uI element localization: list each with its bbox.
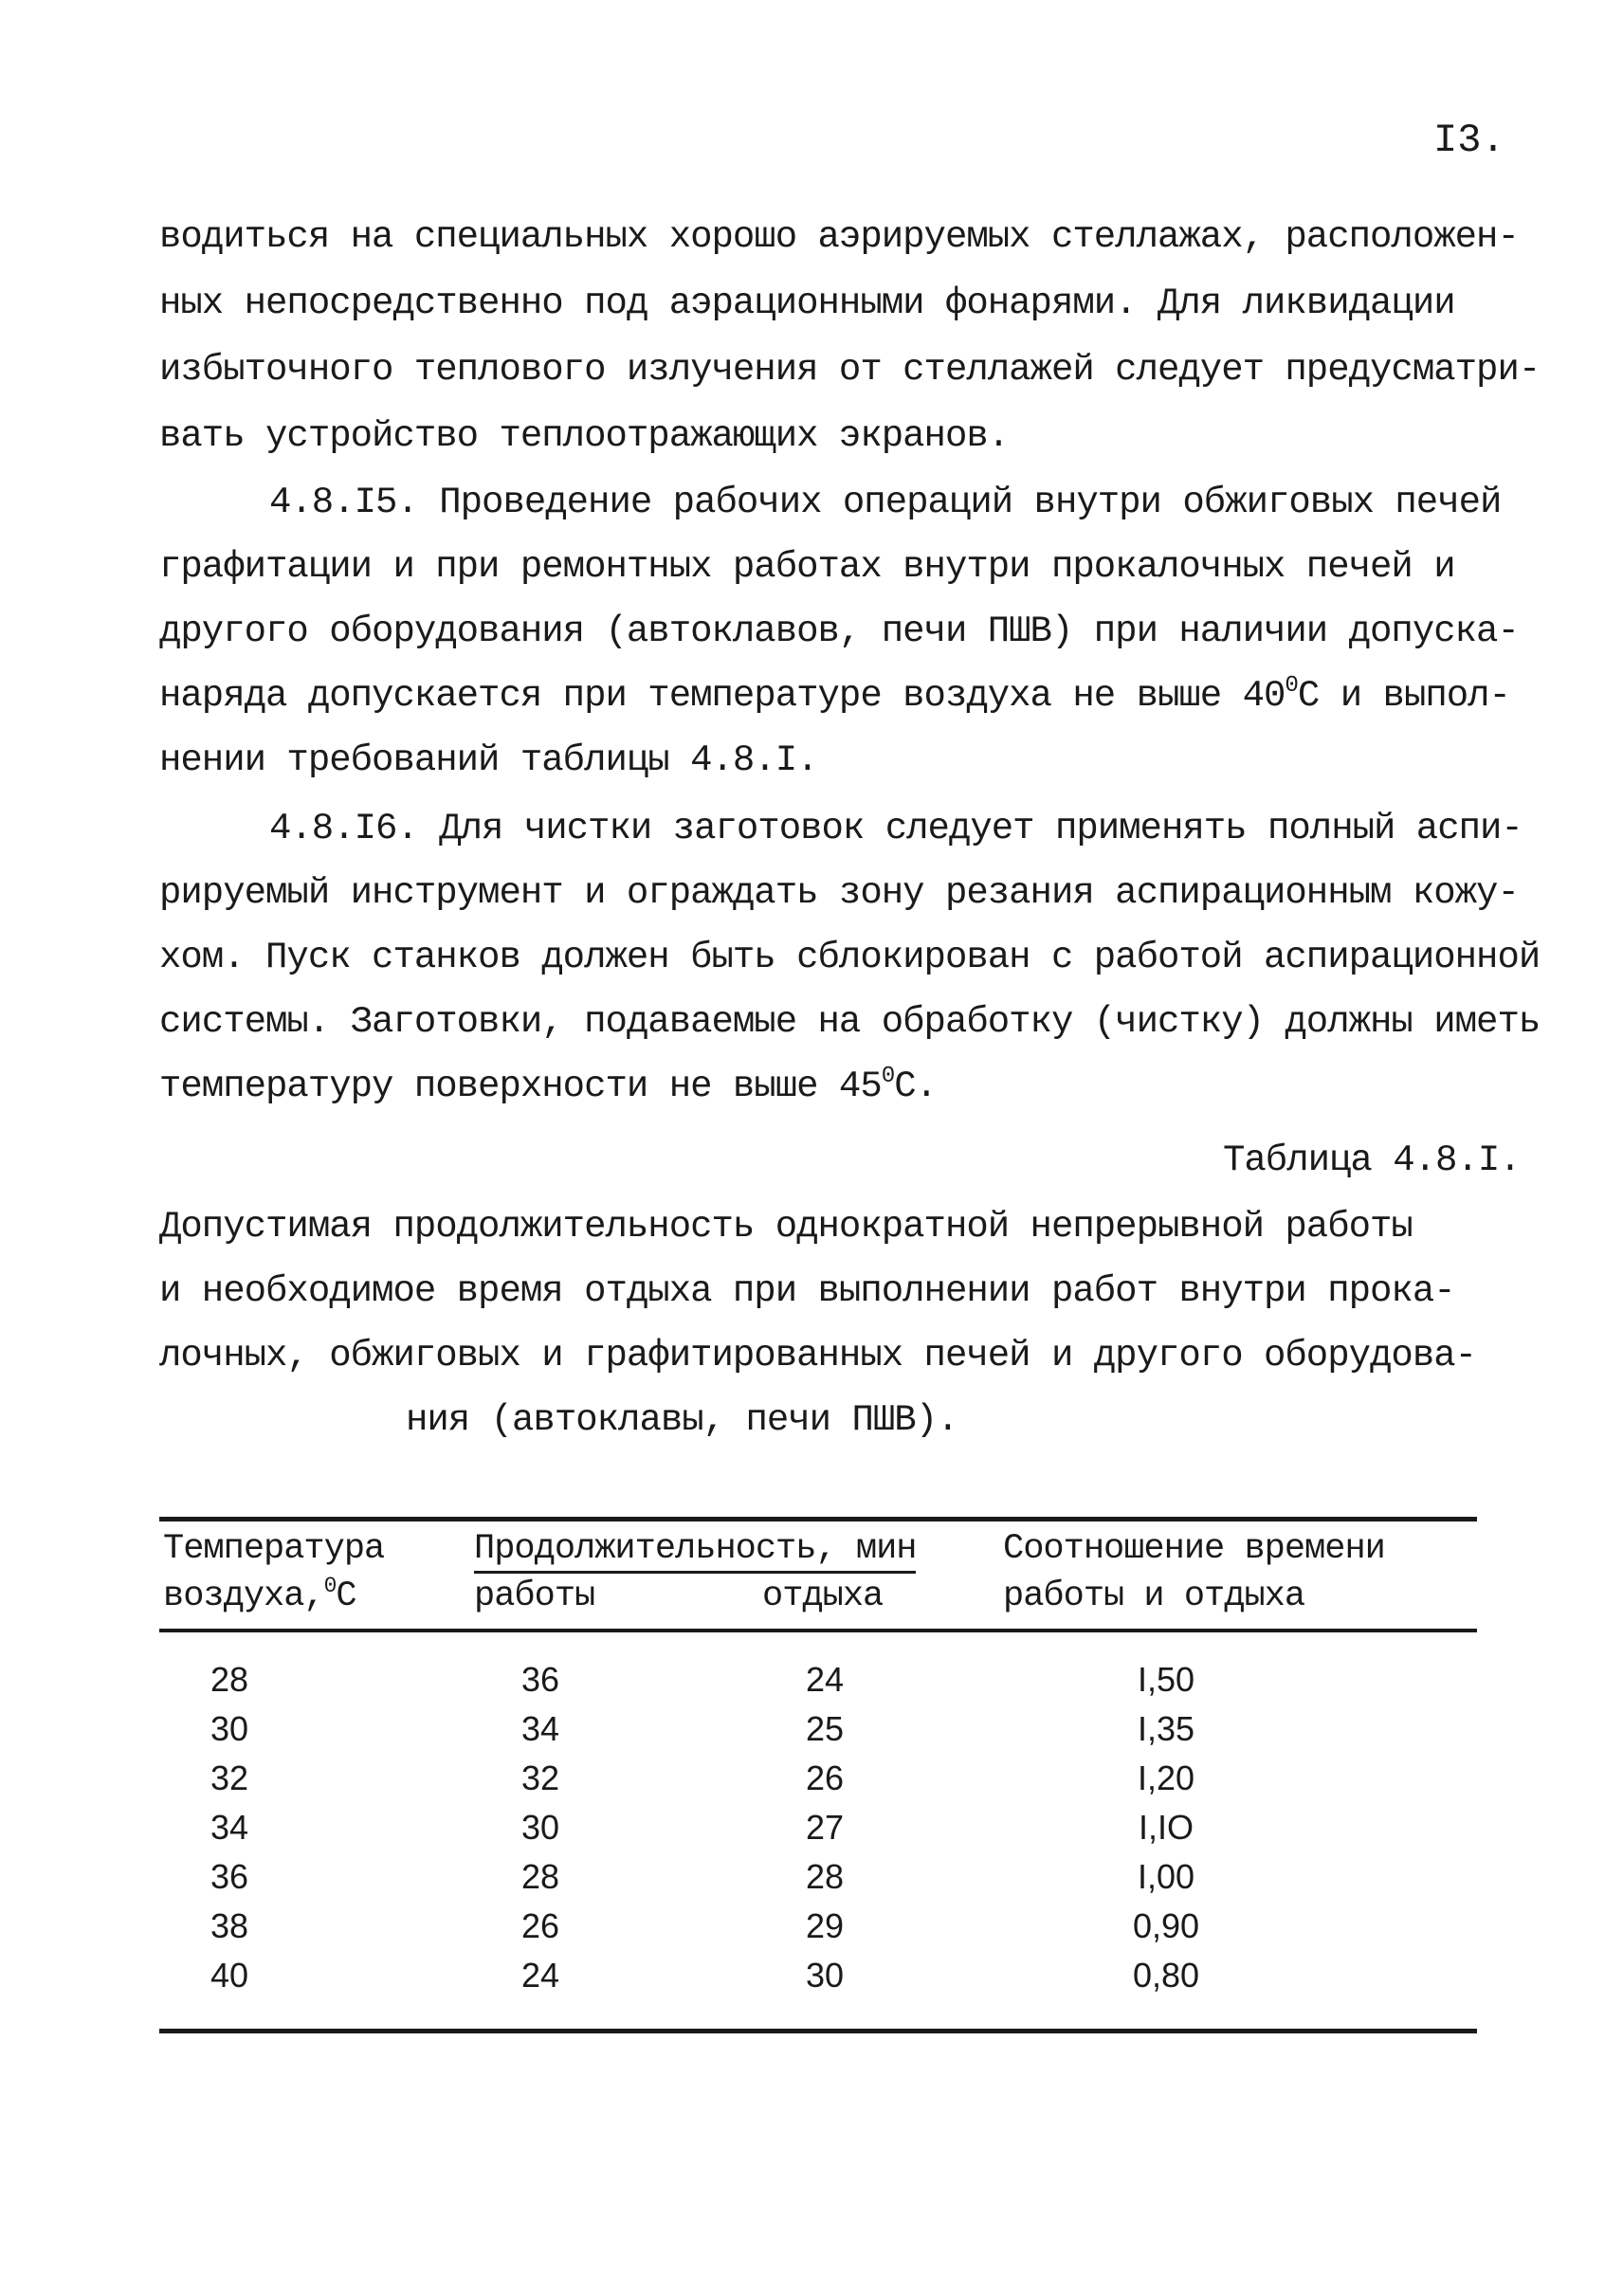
cell-temperature: 30 <box>210 1709 249 1748</box>
cell-ratio: I,IO <box>1138 1808 1194 1847</box>
paragraph-line: 4.8.I6. Для чистки заготовок следует применять полный аспи- <box>269 808 1523 849</box>
cell-ratio: I,35 <box>1137 1709 1195 1748</box>
header-ratio-line1: Соотношение времени <box>1003 1529 1385 1569</box>
header-temperature-line2: воздуха,$^0$С <box>163 1573 356 1616</box>
paragraph-line: вать устройство теплоотражающих экранов. <box>159 415 1010 457</box>
page-number: I3. <box>1433 118 1505 163</box>
table-title-line: Допустимая продолжительность однократной непрерывной работы <box>159 1206 1413 1248</box>
paragraph-line: хом. Пуск станков должен быть сблокирован с работой аспирационной <box>159 937 1541 978</box>
cell-work: 24 <box>520 1956 560 1995</box>
cell-rest: 26 <box>805 1758 845 1797</box>
cell-rest: 25 <box>805 1709 845 1748</box>
cell-temperature: 32 <box>210 1758 249 1797</box>
table-bottom-rule <box>159 2029 1477 2033</box>
cell-work: 34 <box>520 1709 560 1748</box>
table-title-line: ния (автоклавы, печи ПШВ). <box>406 1399 958 1441</box>
cell-ratio: I,00 <box>1137 1857 1195 1896</box>
paragraph-line: температуру поверхности не выше $45^0С$. <box>159 1064 938 1107</box>
cell-ratio: 0,90 <box>1132 1906 1200 1945</box>
cell-rest: 30 <box>805 1956 845 1995</box>
cell-temperature: 34 <box>210 1808 249 1847</box>
paragraph-line: 4.8.I5. Проведение рабочих операций внутри обжиговых печей <box>269 482 1502 523</box>
cell-temperature: 38 <box>210 1906 249 1945</box>
paragraph-line: водиться на специальных хорошо аэрируемых стеллажах, расположен- <box>159 216 1519 258</box>
table-title-line: и необходимое время отдыха при выполнении работ внутри прока- <box>159 1270 1455 1312</box>
table-top-rule <box>159 1517 1477 1522</box>
paragraph-line: другого оборудования (автоклавов, печи ПШВ) при наличии допуска- <box>159 610 1519 652</box>
cell-work: 26 <box>520 1906 560 1945</box>
table-header-rule <box>159 1629 1477 1632</box>
cell-ratio: I,20 <box>1137 1758 1195 1797</box>
header-work: работы <box>474 1576 595 1616</box>
header-temperature-line1: Температура <box>163 1529 385 1569</box>
header-ratio-line2: работы и отдыха <box>1003 1576 1305 1616</box>
paragraph-line: рируемый инструмент и ограждать зону резания аспирационным кожу- <box>159 872 1519 914</box>
cell-work: 32 <box>520 1758 560 1797</box>
paragraph-line: ных непосредственно под аэрационными фонарями. Для ликвидации <box>159 282 1455 324</box>
paragraph-line: графитации и при ремонтных работах внутри прокалочных печей и <box>159 546 1455 588</box>
cell-temperature: 28 <box>210 1660 249 1699</box>
cell-temperature: 36 <box>210 1857 249 1896</box>
cell-rest: 28 <box>805 1857 845 1896</box>
cell-work: 30 <box>520 1808 560 1847</box>
cell-temperature: 40 <box>210 1956 249 1995</box>
header-rest: отдыха <box>762 1576 884 1616</box>
paragraph-line: наряда допускается при температуре воздуха не выше $40^0С$ и выпол- <box>159 673 1510 717</box>
cell-rest: 24 <box>805 1660 845 1699</box>
cell-work: 28 <box>520 1857 560 1896</box>
cell-rest: 27 <box>805 1808 845 1847</box>
cell-work: 36 <box>520 1660 560 1699</box>
paragraph-line: нении требований таблицы 4.8.I. <box>159 739 818 781</box>
table-title-line: лочных, обжиговых и графитированных печей и другого оборудова- <box>159 1335 1477 1376</box>
paragraph-line: системы. Заготовки, подаваемые на обработку (чистку) должны иметь <box>159 1001 1541 1043</box>
header-duration: Продолжительность, мин <box>474 1530 916 1568</box>
cell-rest: 29 <box>805 1906 845 1945</box>
cell-ratio: I,50 <box>1137 1660 1195 1699</box>
paragraph-line: избыточного теплового излучения от стеллажей следует предусматри- <box>159 349 1541 391</box>
cell-ratio: 0,80 <box>1132 1956 1200 1995</box>
table-label: Таблица 4.8.I. <box>1223 1139 1521 1181</box>
